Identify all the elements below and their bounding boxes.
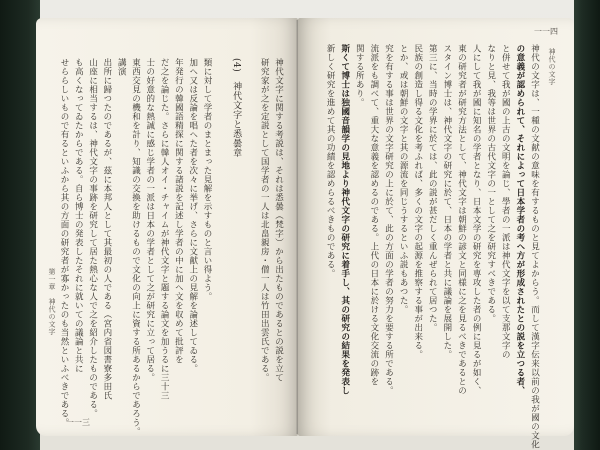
right-text-column: と併せて我が國の上古の文明を論じ、學者の一派は神代文字を以て支那文字の — [500, 44, 511, 359]
right-text-column: 究を有する事は世界の文字研究の上に於て、此の方面の学者の努力を要する所である。 — [383, 44, 394, 395]
left-page-number: 一一三 — [66, 418, 90, 427]
left-text-column: 東西交見の機和を計り、知識の交換を助けるもので文化の向上に資する所あるからであろう。 — [130, 58, 141, 436]
right-text-column: の意義が認められて、それによって日本学者の考へ方が形成されたとの説を立つる者、 — [514, 44, 525, 395]
right-text-column: 神代の文字は、一種の文献の意味を有するものと見てよからう。而して漢字伝来以前の我が國の文化 — [529, 44, 540, 449]
left-page-text — [36, 18, 298, 436]
right-text-column: とか、或は朝鮮の文字と其の源流を同じうするといふ説もあつた。 — [398, 44, 409, 314]
right-page-text — [298, 18, 574, 449]
right-text-column: 関する所あり。 — [354, 44, 365, 107]
right-text-column: 東の研究者が研究方法として、神代文字は朝鮮の諺文と同様に之を見るべきであるとの — [456, 44, 467, 395]
right-page-number: 一一四 — [534, 27, 558, 36]
book-cover-right — [574, 0, 600, 450]
right-text-column: なりと見、我等は世界の古代文字の一として之を研究すべきである。 — [485, 44, 496, 323]
left-text-column: 加へ又は反論を唱へた者を次々に挙げ、さらに文献上の見解を論述してゐる。 — [187, 58, 198, 373]
right-text-column: 人にして我が國に知名の学者となり、日本文学の研究を専攻した者の例に見るが如く、 — [471, 44, 482, 395]
right-text-column: スタイン博士は、神代文字の研究に於て、日本の学者と共に議論を展開した。 — [441, 44, 452, 359]
left-text-column: 山座に相当するは、神代文字の事跡を研究して居た熱心な人で之を紹介したものである。 — [87, 58, 98, 418]
right-text-column: 斯くて博士は独國音韻学の見地より神代文字の研究に着手し、其の研究の結果を発表し — [339, 44, 350, 395]
left-text-column: せららしいもので有るといふから其の方面の研究者が寡かったのも当然といふべきである。 — [59, 58, 69, 427]
right-text-column: 流派をも調べて、重大な意義を認めるのである。上代の日本に於ける文化交流の跡を — [368, 44, 379, 386]
right-text-column: 民族の創造し得る文化を考ふれば、多くの文字の起源を推察する事が出来る。 — [412, 44, 423, 359]
right-text-column: 第三に、当時の学界に於ては、此の説が甚だしく重んぜられて居つた。 — [427, 44, 438, 332]
left-text-column: 類に対して学者のまとまった見解を示すものと言い得よう。 — [202, 58, 212, 301]
right-running-header: 神代の文字 — [548, 48, 556, 86]
left-running-header: 第一章 神代の文字 — [48, 268, 56, 336]
left-text-column: 神代文字に関する考説は、それは悉曇（梵字）から出たものであるとの説を立て — [273, 58, 284, 382]
left-text-column: (4) 神代文字と悉曇章 — [231, 58, 242, 158]
left-text-column: 研究家が之を定説として国学者の一人は北畠親房・僧一人は竹田出雲氏である。 — [259, 58, 270, 382]
right-page — [298, 18, 574, 449]
left-page — [36, 18, 298, 436]
left-text-column: 士の好意的な熱誠に感じ学者の一派は日本の学者として之が研究に立って居る。 — [144, 58, 155, 382]
left-text-column: 出所に歸つたのであるが、茲に本邦人として其最初の人である（宮内省図書寮多田氏 — [101, 58, 112, 400]
right-text-column: 新しく研究を進めて其の功績を認めらるべきものである。 — [325, 44, 336, 278]
left-text-column: も高くなってゐたからである。自ら博士の発表したそれに就いての議論と共に — [73, 58, 84, 373]
book-cover-left — [0, 0, 40, 450]
left-text-column: 年発行の韓國語精探に関する諸説を記述し学者の中に加へ文を収めて批評を — [173, 58, 184, 364]
left-text-column: 講演 — [116, 58, 127, 76]
left-text-column: だ之を論じた。さらに韓人オイ・チャイムが神代文字と題する論文を加うるに三十三 — [159, 58, 170, 400]
